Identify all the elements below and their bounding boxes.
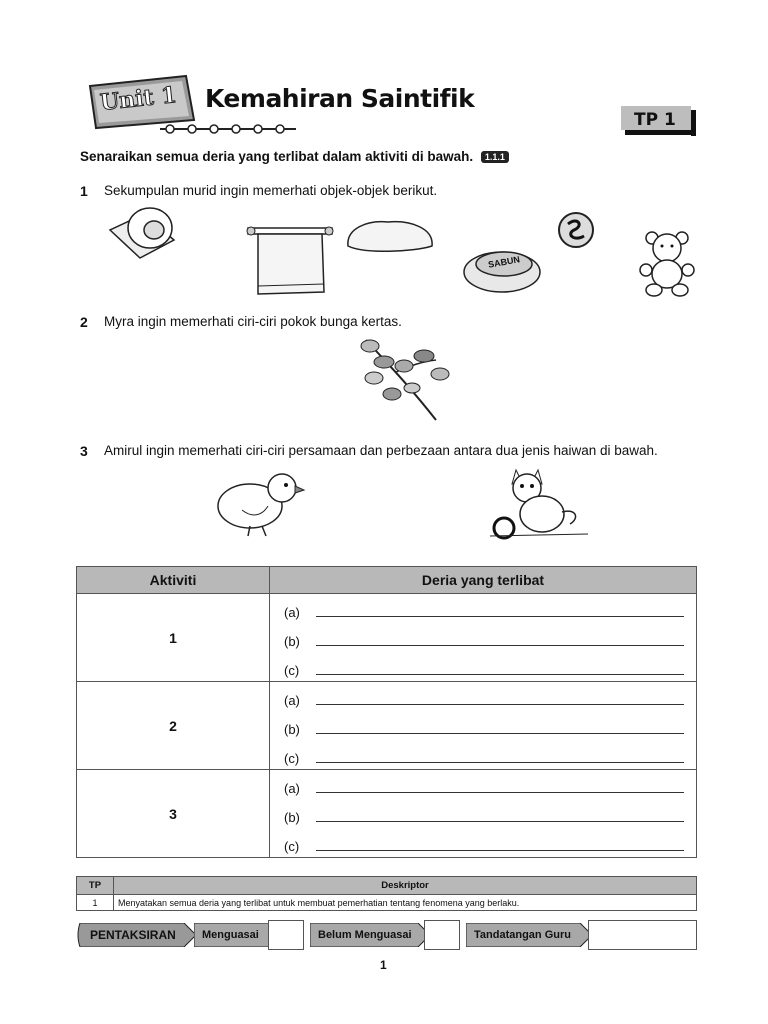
answer-line[interactable] (316, 602, 684, 617)
table-row (77, 770, 697, 858)
question-3-number: 3 (80, 443, 88, 459)
teacher-signature-box[interactable] (588, 920, 697, 950)
teacher-signature-label: Tandatangan Guru (474, 929, 571, 941)
table-row (77, 895, 697, 911)
page-number: 1 (380, 958, 387, 972)
instruction (80, 149, 509, 164)
activity-cell: 2 (77, 682, 270, 770)
bougainvillea-branch-icon (356, 332, 452, 424)
answer-line[interactable] (316, 807, 684, 822)
answer-label: (a) (284, 693, 300, 708)
answer-line[interactable] (316, 836, 684, 851)
teddy-bear-icon (636, 230, 698, 298)
question-2-number: 2 (80, 314, 88, 330)
kitten-icon (490, 462, 590, 542)
answer-line[interactable] (316, 748, 684, 763)
tp-badge-label: TP 1 (634, 110, 676, 130)
answer-label: (c) (284, 839, 300, 854)
decorative-chain-icon (160, 122, 300, 136)
mastered-checkbox[interactable] (268, 920, 304, 950)
answer-label: (c) (284, 751, 300, 766)
soap-icon (460, 242, 544, 298)
answer-label: (b) (284, 810, 300, 825)
question-3-text: Amirul ingin memerhati ciri-ciri persamaan dan perbezaan antara dua jenis haiwan di bawah. (104, 443, 658, 458)
descriptor-text: Menyatakan semua deria yang terlibat untuk membuat pemerhatian tentang fenomena yang berlaku. (114, 895, 697, 911)
answer-label: (a) (284, 781, 300, 796)
answer-line[interactable] (316, 778, 684, 793)
question-1-text: Sekumpulan murid ingin memerhati objek-objek berikut. (104, 183, 438, 198)
assessment-label: PENTAKSIRAN (90, 928, 176, 942)
deria-cell (270, 770, 697, 858)
tp-header: TP (77, 877, 114, 895)
deria-cell (270, 594, 697, 682)
answer-table-header (77, 567, 697, 594)
unit-title: Kemahiran Saintifik (205, 84, 475, 113)
header-aktiviti: Aktiviti (77, 567, 270, 594)
candy-icon (556, 210, 596, 250)
not-mastered-checkbox[interactable] (424, 920, 460, 950)
answer-line[interactable] (316, 719, 684, 734)
answer-label: (c) (284, 663, 300, 678)
answer-label: (b) (284, 634, 300, 649)
descriptor-header: Deskriptor (114, 877, 697, 895)
instruction-text: Senaraikan semua deria yang terlibat dalam aktiviti di bawah. (80, 149, 474, 164)
header-deria: Deria yang terlibat (270, 567, 697, 594)
activity-cell: 3 (77, 770, 270, 858)
deria-cell (270, 682, 697, 770)
table-row (77, 682, 697, 770)
answer-label: (b) (284, 722, 300, 737)
question-1-number: 1 (80, 183, 88, 199)
not-mastered-label: Belum Menguasai (318, 929, 412, 941)
tp-descriptor-table (76, 876, 697, 911)
assessment-bar (76, 920, 697, 950)
tissue-roll-icon (104, 200, 184, 262)
mastered-label: Menguasai (202, 929, 259, 941)
table-row (77, 594, 697, 682)
tp-level: 1 (77, 895, 114, 911)
standard-code-tag: 1.1.1 (481, 151, 509, 163)
towel-rack-icon (246, 222, 334, 300)
answer-line[interactable] (316, 660, 684, 675)
dough-icon (344, 216, 436, 254)
answer-label: (a) (284, 605, 300, 620)
unit-label: Unit 1 (98, 82, 178, 116)
answer-table (76, 566, 697, 858)
answer-line[interactable] (316, 690, 684, 705)
soap-label: SABUN (487, 254, 521, 270)
chick-icon (212, 466, 306, 538)
answer-line[interactable] (316, 631, 684, 646)
activity-cell: 1 (77, 594, 270, 682)
question-2-text: Myra ingin memerhati ciri-ciri pokok bunga kertas. (104, 314, 402, 329)
